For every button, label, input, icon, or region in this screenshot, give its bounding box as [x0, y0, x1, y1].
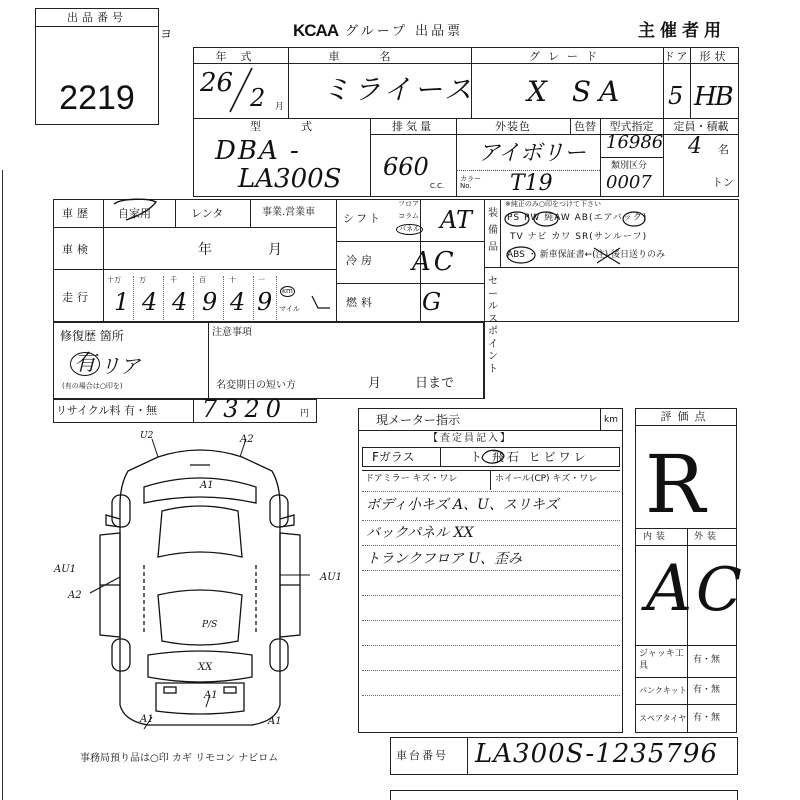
office-note: 事務局預り品は○印 カギ リモコン ナビロム	[80, 753, 279, 764]
mileage-label: 走行	[62, 291, 92, 304]
fuel-value: G	[422, 288, 442, 316]
car-name-label: 車名	[328, 50, 431, 63]
year-label: 年式	[215, 50, 266, 63]
recycle-amount: 7320	[202, 395, 288, 423]
mileage-digit: 9	[257, 288, 273, 316]
shift-column[interactable]: コラム	[398, 212, 419, 220]
inspection-year-unit: 年	[198, 242, 212, 258]
comment-line-3: トランクフロア U、歪み	[366, 551, 522, 567]
mileage-unit-100: 百	[199, 276, 206, 284]
puncture-kit-label: パンクキット	[639, 686, 687, 695]
mileage-digit: 1	[114, 288, 130, 316]
lot-number: 2219	[59, 79, 135, 117]
ac-label: 冷房	[346, 254, 376, 267]
class-code: 0007	[606, 172, 652, 193]
model-code-prefix: DBA -	[215, 136, 301, 166]
notes-label: 注意事項	[212, 327, 252, 338]
wheel-label[interactable]: ホイール(CP) キズ・ワレ	[495, 474, 598, 484]
jack-tools-label: ジャッキ工具	[639, 649, 684, 671]
mileage-digit: 9	[202, 288, 218, 316]
body-shape: HB	[694, 82, 732, 112]
capacity: 4	[688, 134, 702, 159]
puncture-kit-option[interactable]: 有・無	[693, 685, 721, 695]
ac-value: AC	[412, 247, 457, 277]
equipment-circles	[502, 208, 662, 268]
equipment-line-2[interactable]: TV ナビ カワ SR(サンルーフ)	[510, 232, 648, 242]
shift-panel[interactable]: パネル	[396, 224, 423, 235]
history-circle-mark	[108, 196, 168, 226]
spare-tire-option[interactable]: 有・無	[693, 713, 721, 723]
inspection-label: 車検	[62, 243, 92, 256]
damage-mark: A2	[240, 434, 254, 445]
displacement-label: 排気量	[392, 120, 434, 133]
model-label: 型式	[250, 120, 352, 133]
deadline-month-unit: 月	[368, 376, 382, 391]
door-mirror-label[interactable]: ドアミラー キズ・ワレ	[365, 474, 458, 484]
body-color-label: 外装色	[495, 120, 531, 133]
lot-number-label: 出品番号	[67, 11, 127, 24]
deadline-day-unit: 日まで	[415, 376, 455, 391]
jack-tools-option[interactable]: 有・無	[693, 655, 721, 665]
repair-location: リア	[100, 354, 140, 378]
host-copy-label: 主催者用	[638, 21, 726, 41]
doors: 5	[668, 82, 684, 110]
mileage-mile-unit[interactable]: マイル	[279, 305, 300, 313]
inspection-month-unit: 月	[268, 242, 282, 258]
damage-mark: P/S	[202, 620, 218, 630]
mileage-unit-10k: 万	[139, 276, 146, 284]
grade: X SA	[527, 75, 628, 108]
equipment-note: ※純正のみ○印をつけて下さい	[505, 200, 601, 208]
year-era: 26	[200, 68, 234, 98]
month-unit: 月	[275, 102, 285, 112]
damage-mark: U2	[140, 431, 154, 441]
repair-value: 有	[70, 352, 100, 376]
recycle-yen: 円	[300, 409, 310, 419]
shape-label: 形状	[699, 50, 730, 63]
repair-label: 修復歴 箇所	[60, 329, 124, 343]
sheet-title: グループ 出品票	[345, 24, 464, 39]
mileage-unit-1: 一	[258, 276, 265, 284]
type-designation-label: 型式指定	[609, 120, 654, 133]
equipment-label: 装備品	[488, 208, 498, 253]
mileage-unit-1k: 千	[170, 276, 177, 284]
repair-hint: (有の場合は○印を)	[62, 382, 123, 390]
chassis-label: 車台番号	[396, 749, 448, 762]
cc-unit: C.C.	[430, 182, 445, 190]
comment-line-2: バックパネル XX	[366, 525, 474, 541]
damage-mark: XX	[198, 662, 213, 673]
lot-number-box	[35, 8, 159, 125]
kcaa-logo: KCAA	[293, 21, 339, 40]
capacity-unit: 名	[718, 143, 729, 156]
sales-point-label: セールスポイント	[488, 276, 498, 375]
equipment-line-3[interactable]: ABS ・ 新車保証書←(注) 後日送りのみ	[507, 250, 666, 260]
glass-circle-mark	[478, 446, 508, 468]
spare-tire-label: スペアタイヤ	[639, 714, 687, 723]
mileage-digit: 4	[172, 288, 188, 316]
interior-rating: A	[646, 552, 693, 626]
recycle-label: リサイクル料 有・無	[56, 404, 157, 417]
fuel-label: 燃料	[346, 296, 376, 309]
shift-value: AT	[440, 206, 473, 234]
overall-rating: R	[645, 438, 706, 531]
next-box-edge	[390, 790, 738, 800]
damage-mark: AU1	[54, 564, 77, 575]
mileage-unit-100k: 十万	[107, 276, 121, 284]
inspector-title: 【査定員記入】	[428, 433, 512, 444]
color-number: T19	[510, 171, 553, 196]
door-label: ドア	[663, 50, 690, 63]
damage-mark: AU1	[320, 572, 343, 583]
mileage-digit: 4	[230, 288, 246, 316]
year-month: 2	[250, 84, 266, 112]
glass-label: Fガラス	[372, 450, 415, 464]
shift-floor[interactable]: フロア	[398, 200, 419, 208]
mileage-tick-mark	[310, 292, 332, 312]
model-code: LA300S	[238, 164, 342, 194]
deadline-label: 名変期日の短い方	[216, 380, 296, 391]
color-no-label: カラーNo.	[460, 175, 481, 190]
color-change-label: 色替	[574, 120, 596, 133]
capacity-label: 定員・積載	[673, 120, 729, 133]
damage-mark: A1	[268, 716, 282, 727]
grade-label: グレード	[529, 50, 605, 63]
history-private[interactable]: 自家用	[118, 207, 151, 220]
chassis-number: LA300S-1235796	[475, 739, 719, 769]
damage-mark: A2	[68, 590, 82, 601]
mileage-km-unit[interactable]: km	[282, 287, 293, 295]
ton-unit: トン	[712, 176, 734, 189]
exterior-label: 外装	[694, 532, 721, 542]
history-label: 車歴	[62, 207, 92, 220]
exterior-rating: C	[696, 555, 742, 625]
mileage-digit: 4	[142, 288, 158, 316]
stray-mark: ヨ	[160, 27, 173, 41]
comment-line-1: ボディ小キズ A、U、スリキズ	[366, 497, 559, 513]
class-label: 類別区分	[611, 161, 648, 171]
type-designation: 16986	[606, 132, 664, 153]
glass-options[interactable]: ト 飛石 ヒビワレ	[470, 450, 589, 464]
history-rental[interactable]: レンタ	[191, 207, 224, 220]
mileage-unit-10: 十	[229, 276, 236, 284]
car-name: ミライース	[322, 73, 475, 106]
car-damage-diagram	[40, 425, 360, 740]
damage-mark: A1	[200, 480, 214, 491]
equipment-line-1[interactable]: PS PW 純AW AB(エアバック)	[507, 213, 648, 223]
damage-mark: A1	[140, 714, 154, 725]
history-business[interactable]: 事業.営業車	[262, 207, 316, 218]
damage-mark: A1	[204, 690, 218, 701]
shift-label: シフト	[343, 212, 382, 225]
displacement: 660	[383, 153, 429, 181]
interior-label: 内装	[643, 532, 670, 542]
meter-label: 現メーター指示	[376, 413, 461, 427]
rating-label: 評価点	[660, 410, 712, 423]
body-color: アイボリー	[478, 141, 587, 166]
meter-unit: km	[604, 415, 618, 425]
